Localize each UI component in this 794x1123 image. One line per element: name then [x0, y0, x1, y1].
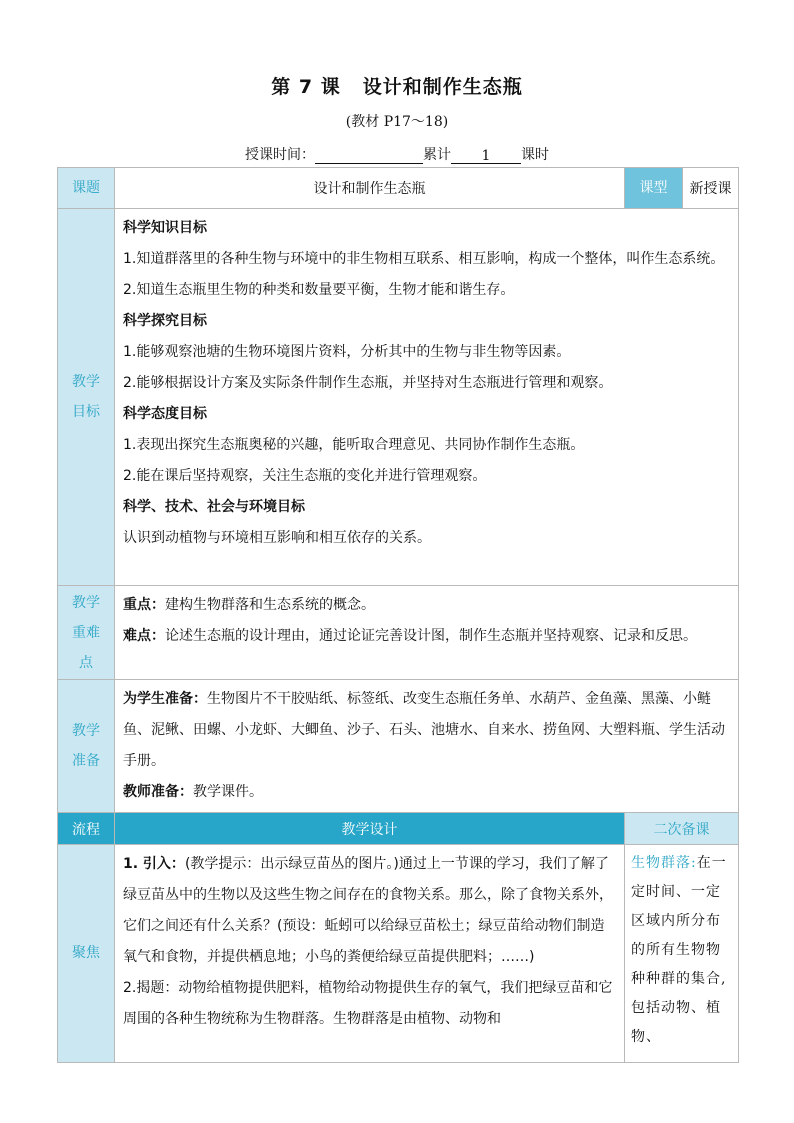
inquiry-goal-title: 科学探究目标 — [123, 313, 207, 329]
focus-label: 聚焦 — [58, 845, 115, 1063]
attitude-goal-2: 2.能在课后坚持观察，关注生态瓶的变化并进行管理观察。 — [123, 468, 487, 484]
second-prep-note — [625, 845, 739, 1063]
key-point: 重点：建构生物群落和生态系统的概念。 — [123, 597, 375, 613]
focus-intro: 1. 引入：(教学提示：出示绿豆苗丛的图片。)通过上一节课的学习，我们了解了绿豆苗丛中的生物以及这些生物之间存在的食物关系。那么，除了食物关系外，它们之间还有什么关系？(预设：蚯蚓可以给绿豆苗松土；绿豆苗给动物们制造氧气和食物，并提供栖息地；小鸟的粪便给绿豆苗提供肥料；……) — [123, 856, 613, 965]
lesson-number: 第 7 课 — [271, 76, 341, 98]
attitude-goal-1: 1.表现出探究生态瓶奥秘的兴趣，能听取合理意见、共同协作制作生态瓶。 — [123, 437, 585, 453]
class-time-label: 授课时间： — [245, 147, 315, 163]
textbook-pages: (教材 P17～18) — [345, 114, 449, 130]
inquiry-goal-2: 2.能够根据设计方案及实际条件制作生态瓶，并坚持对生态瓶进行管理和观察。 — [123, 375, 613, 391]
sts-goal-1: 认识到动植物与环境相互影响和相互依存的关系。 — [123, 530, 431, 546]
goals-row — [58, 209, 739, 586]
keypoints-row — [58, 586, 739, 680]
prep-row — [58, 680, 739, 813]
prep-content — [115, 680, 739, 813]
hours-label: 课时 — [521, 147, 549, 163]
lesson-plan-table — [57, 167, 739, 1063]
keypoints-content — [115, 586, 739, 680]
goals-content — [115, 209, 739, 586]
prep-label: 教学准备 — [58, 680, 115, 813]
lesson-type-value: 新授课 — [683, 168, 739, 209]
student-prep: 为学生准备：生物图片不干胶贴纸、标签纸、改变生态瓶任务单、水葫芦、金鱼藻、黑藻、小鲢鱼、泥鳅、田螺、小龙虾、大鲫鱼、沙子、石头、池塘水、自来水、捞鱼网、大塑料瓶、学生活动手册。 — [123, 691, 725, 769]
inquiry-goal-1: 1.能够观察池塘的生物环境图片资料，分析其中的生物与非生物等因素。 — [123, 344, 571, 360]
flow-header-row — [58, 813, 739, 845]
topic-row — [58, 168, 739, 209]
attitude-goal-title: 科学态度目标 — [123, 406, 207, 422]
second-prep-header: 二次备课 — [625, 813, 739, 845]
lesson-title: 设计和制作生态瓶 — [362, 76, 523, 98]
note-keyword: 生物群落: — [631, 855, 697, 871]
topic-label: 课题 — [58, 168, 115, 209]
class-time-line — [0, 144, 794, 164]
knowledge-goal-1: 1.知道群落里的各种生物与环境中的非生物相互联系、相互影响，构成一个整体，叫作生态系统。 — [123, 251, 725, 267]
topic-value: 设计和制作生态瓶 — [115, 168, 625, 209]
cumulative-label: 累计 — [423, 147, 451, 163]
design-header: 教学设计 — [115, 813, 625, 845]
teacher-prep: 教师准备：教学课件。 — [123, 784, 263, 800]
lesson-title-line — [0, 72, 794, 99]
lesson-type-label: 课型 — [625, 168, 683, 209]
process-header: 流程 — [58, 813, 115, 845]
knowledge-goal-title: 科学知识目标 — [123, 220, 207, 236]
goals-label: 教学目标 — [58, 209, 115, 586]
note-text: 在一定时间、一定区域内所分布的所有生物物种种群的集合,包括动物、植物、 — [631, 855, 727, 1045]
knowledge-goal-2: 2.知道生态瓶里生物的种类和数量要平衡，生物才能和谐生存。 — [123, 282, 515, 298]
sts-goal-title: 科学、技术、社会与环境目标 — [123, 499, 305, 515]
focus-reveal: 2.揭题：动物给植物提供肥料，植物给动物提供生存的氧气，我们把绿豆苗和它周围的各种生物统称为生物群落。生物群落是由植物、动物和 — [123, 980, 613, 1027]
difficult-point: 难点：论述生态瓶的设计理由，通过论证完善设计图，制作生态瓶并坚持观察、记录和反思。 — [123, 628, 697, 644]
class-time-blank[interactable] — [315, 148, 423, 164]
focus-content — [115, 845, 625, 1063]
focus-row — [58, 845, 739, 1063]
cumulative-hours-value: 1 — [451, 148, 521, 164]
keypoints-label: 教学重难点 — [58, 586, 115, 680]
